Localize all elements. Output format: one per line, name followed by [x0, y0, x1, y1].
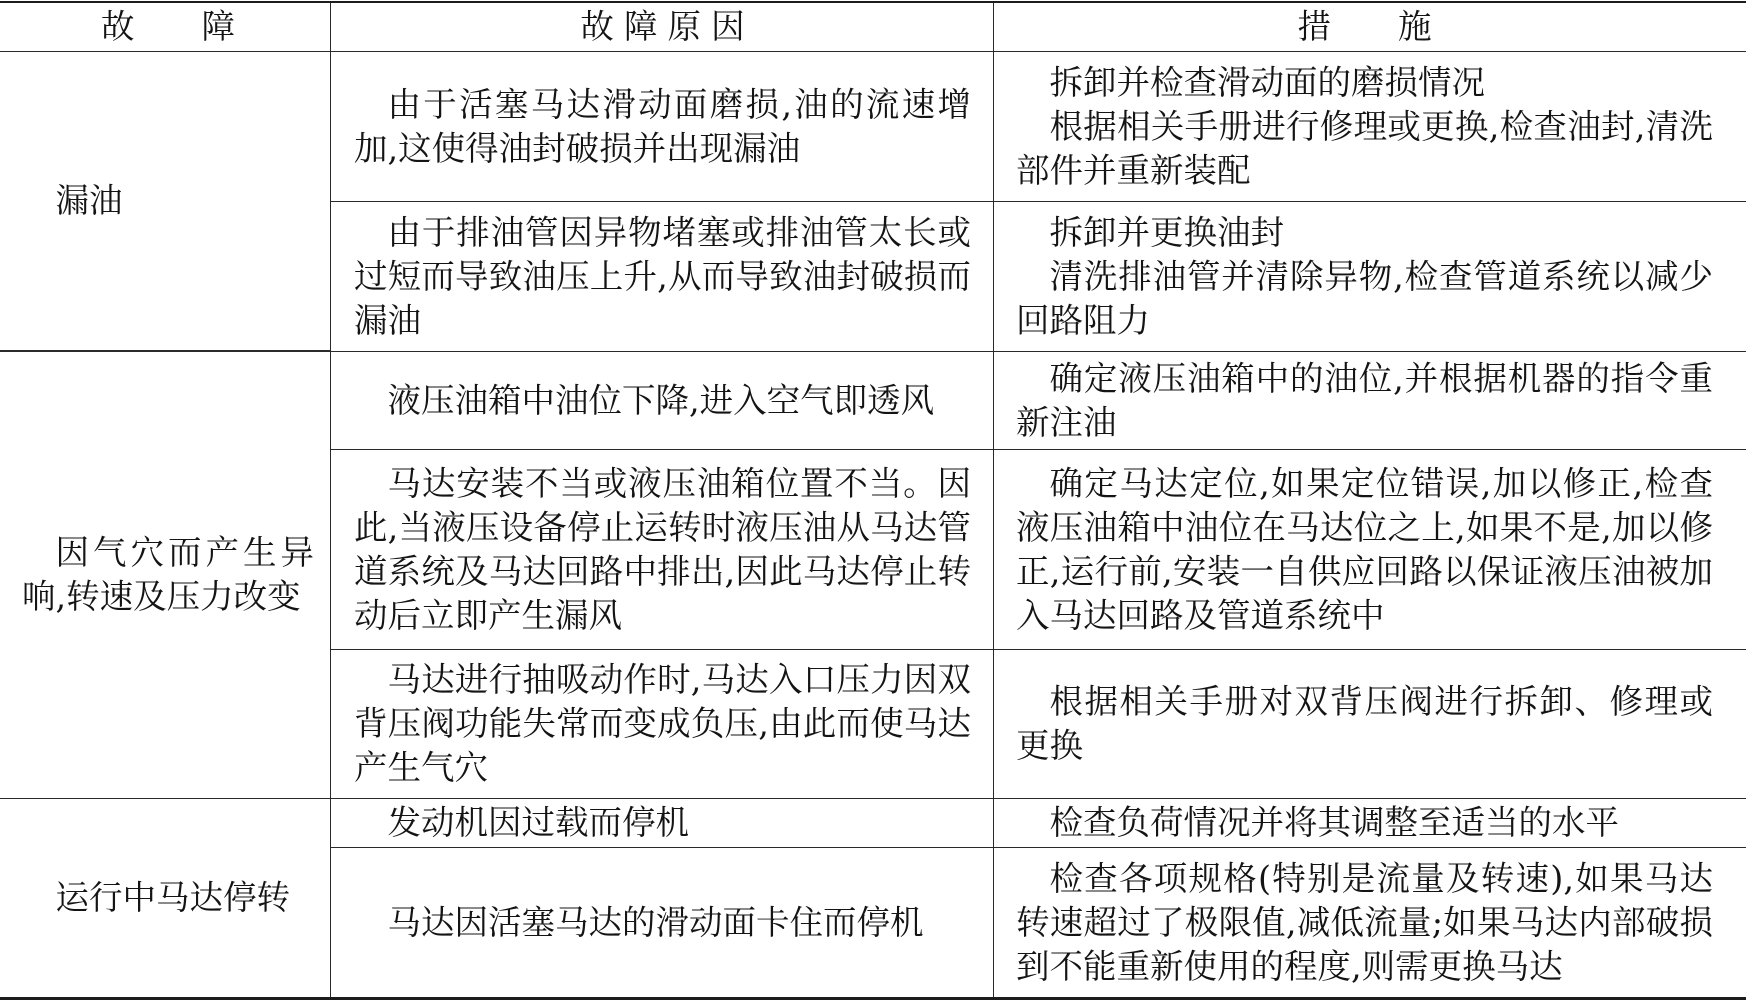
- cause-cell-content: [354, 379, 971, 423]
- fault-table: [0, 1, 1746, 1000]
- measure-text: 根据相关手册对双背压阀进行拆卸、修理或更换: [1016, 682, 1713, 765]
- measure-text: 根据相关手册进行修理或更换,检查油封,清洗部件并重新装配: [1016, 106, 1713, 190]
- cause-text: 马达安装不当或液压油箱位置不当。因此,当液压设备停止运转时液压油从马达管道系统及马达回路中排出,因此马达停止转动后立即产生漏风: [354, 463, 971, 635]
- cause-cell: [331, 450, 994, 650]
- cause-cell: [331, 848, 994, 997]
- header-cause-cell: [331, 3, 994, 52]
- cause-cell-content: [354, 83, 971, 171]
- cause-cell-content: [354, 211, 971, 343]
- measure-cell-content: [1016, 357, 1713, 445]
- measure-text: 检查各项规格(特别是流量及转速),如果马达转速超过了极限值,减低流量;如果马达内部破损到不能重新使用的程度,则需更换马达: [1016, 858, 1713, 986]
- header-fault-cell: [0, 3, 331, 52]
- fault-cell: [0, 52, 331, 351]
- measure-cell: [994, 650, 1746, 799]
- cause-cell: [331, 52, 994, 202]
- measure-text: 确定马达定位,如果定位错误,加以修正,检查液压油箱中油位在马达位之上,如果不是,加以修正,运行前,安装一自供应回路以保证液压油被加入马达回路及管道系统中: [1016, 463, 1713, 635]
- measure-cell: [994, 52, 1746, 202]
- fault-label: 运行中马达停转: [55, 878, 290, 917]
- fault-cell: [0, 351, 331, 799]
- cause-cell-content: [354, 658, 971, 790]
- measure-text: 清洗排油管并清除异物,检查管道系统以减少回路阻力: [1016, 256, 1713, 340]
- measure-text: 检查负荷情况并将其调整至适当的水平: [1049, 803, 1619, 842]
- cause-text: 液压油箱中油位下降,进入空气即透风: [387, 380, 935, 420]
- cause-text: 由于活塞马达滑动面磨损,油的流速增加,这使得油封破损并出现漏油: [354, 84, 971, 168]
- measure-cell: [994, 202, 1746, 351]
- measure-cell: [994, 799, 1746, 848]
- measure-cell-content: [1016, 857, 1713, 989]
- measure-cell-content: [1016, 61, 1713, 193]
- measure-cell: [994, 351, 1746, 450]
- measure-cell: [994, 450, 1746, 650]
- measure-text: 拆卸并检查滑动面的磨损情况: [1049, 62, 1485, 102]
- header-measure: 措 施: [1297, 7, 1432, 46]
- fault-cell-content: [22, 179, 314, 223]
- cause-text: 马达因活塞马达的滑动面卡住而停机: [387, 902, 924, 942]
- fault-label: 漏油: [55, 181, 123, 220]
- measure-cell-content: [1016, 680, 1713, 768]
- header-fault: 故 障: [101, 7, 235, 46]
- fault-cell-content: [22, 876, 314, 920]
- fault-label: 因气穴而产生异响,转速及压力改变: [22, 533, 314, 616]
- measure-cell: [994, 848, 1746, 997]
- cause-cell-content: [354, 901, 971, 945]
- header-measure-cell: [994, 3, 1746, 52]
- measure-cell-content: [1016, 211, 1713, 343]
- measure-text: 确定液压油箱中的油位,并根据机器的指令重新注油: [1016, 358, 1713, 442]
- header-cause: 故障原因: [580, 7, 755, 46]
- measure-text: 拆卸并更换油封: [1049, 212, 1284, 252]
- fault-cell-content: [22, 531, 314, 619]
- cause-text: 由于排油管因异物堵塞或排油管太长或过短而导致油压上升,从而导致油封破损而漏油: [354, 212, 971, 340]
- fault-cell: [0, 799, 331, 997]
- cause-cell: [331, 799, 994, 848]
- cause-cell: [331, 202, 994, 351]
- cause-cell: [331, 650, 994, 799]
- cause-cell-content: [354, 801, 971, 845]
- cause-text: 马达进行抽吸动作时,马达入口压力因双背压阀功能失常而变成负压,由此而使马达产生气穴: [354, 660, 971, 787]
- measure-cell-content: [1016, 462, 1713, 638]
- cause-cell: [331, 351, 994, 450]
- measure-cell-content: [1016, 801, 1713, 845]
- cause-text: 发动机因过载而停机: [387, 803, 689, 842]
- cause-cell-content: [354, 462, 971, 638]
